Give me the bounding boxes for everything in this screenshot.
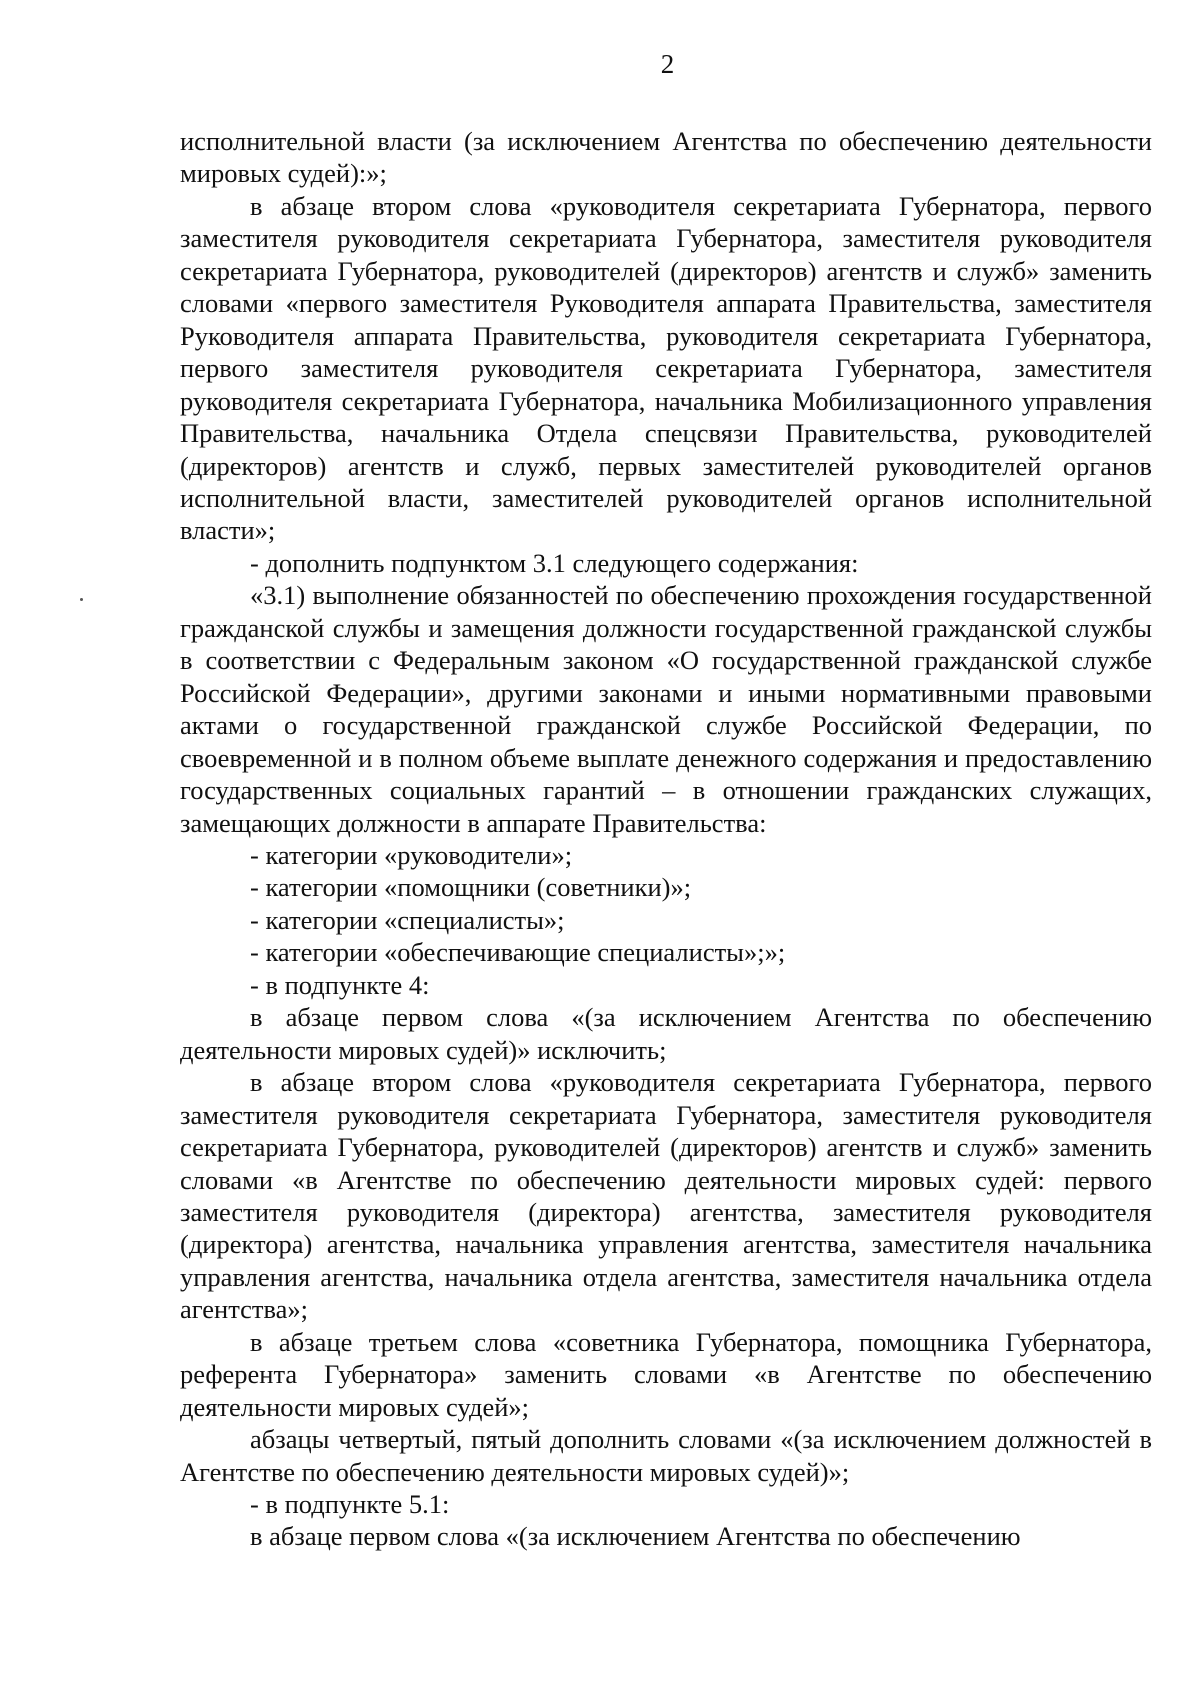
paragraph-subpoint-4-first-abzac: в абзаце первом слова «(за исключением Агентства по обеспечению деятельности мировых судей)» исключить; [180,1002,1152,1065]
page-number: 2 [660,49,675,79]
scan-speck [80,598,83,601]
paragraph-continuation: исполнительной власти (за исключением Агентства по обеспечению деятельности мировых судей):»; [180,126,1152,189]
document-body [180,125,1152,1553]
paragraph-second-abzac-change: в абзаце втором слова «руководителя секретариата Губернатора, первого заместителя руководителя секретариата Губернатора, заместителя руководителя секретариата Губернатора, руководителей (директоров) агентств и служб» заменить словами «первого заместителя Руководителя аппарата Правительства, заместителя Руководителя аппарата Правительства, руководителя секретариата Губернатора, первого заместителя руководителя секретариата Губернатора, заместителя руководителя секретариата Губернатора, начальника Мобилизационного управления Правительства, начальника Отдела спецсвязи Правительства, руководителей (директоров) агентств и служб, первых заместителей руководителей органов исполнительной власти, заместителей руководителей органов исполнительной власти»; [180,190,1152,546]
paragraph-subpoint-5-1-first-abzac: в абзаце первом слова «(за исключением Агентства по обеспечению [250,1521,1021,1552]
paragraph-subpoint-4-third-abzac: в абзаце третьем слова «советника Губернатора, помощника Губернатора, референта Губернатора» заменить словами «в Агентстве по обеспечению деятельности мировых судей»; [180,1326,1152,1422]
paragraph-subpoint-4-fourth-fifth-abzac: абзацы четвертый, пятый дополнить словами «(за исключением должностей в Агентстве по обеспечению деятельности мировых судей)»; [180,1424,1152,1487]
list-item-category-specialists: - категории «специалисты»; [250,904,565,935]
paragraph-subpoint-4-heading: - в подпункте 4: [250,969,430,1000]
list-item-category-assistants: - категории «помощники (советники)»; [250,872,692,903]
list-item-category-supporting-specialists: - категории «обеспечивающие специалисты»;»; [250,937,786,968]
paragraph-subpoint-4-second-abzac: в абзаце втором слова «руководителя секретариата Губернатора, первого заместителя руководителя секретариата Губернатора, заместителя руководителя секретариата Губернатора, руководителей (директоров) агентств и служб» заменить словами «в Агентстве по обеспечению деятельности мировых судей: первого заместителя руководителя (директора) агентства, заместителя руководителя (директора) агентства, начальника управления агентства, заместителя начальника управления агентства, начальника отдела агентства, заместителя начальника отдела агентства»; [180,1067,1152,1325]
paragraph-subpoint-5-1-heading: - в подпункте 5.1: [250,1489,450,1520]
paragraph-subpoint-3-1-text: «3.1) выполнение обязанностей по обеспечению прохождения государственной гражданской службы и замещения должности государственной гражданской службы в соответствии с Федеральным законом «О государственной гражданской службе Российской Федерации», другими законами и иными нормативными правовыми актами о государственной гражданской службе Российской Федерации, по своевременной и в полном объеме выплате денежного содержания и предоставлению государственных социальных гарантий – в отношении гражданских служащих, замещающих должности в аппарате Правительства: [180,580,1152,838]
list-item-category-leaders: - категории «руководители»; [250,839,573,870]
paragraph-add-subpoint-3-1: - дополнить подпунктом 3.1 следующего содержания: [250,547,859,578]
